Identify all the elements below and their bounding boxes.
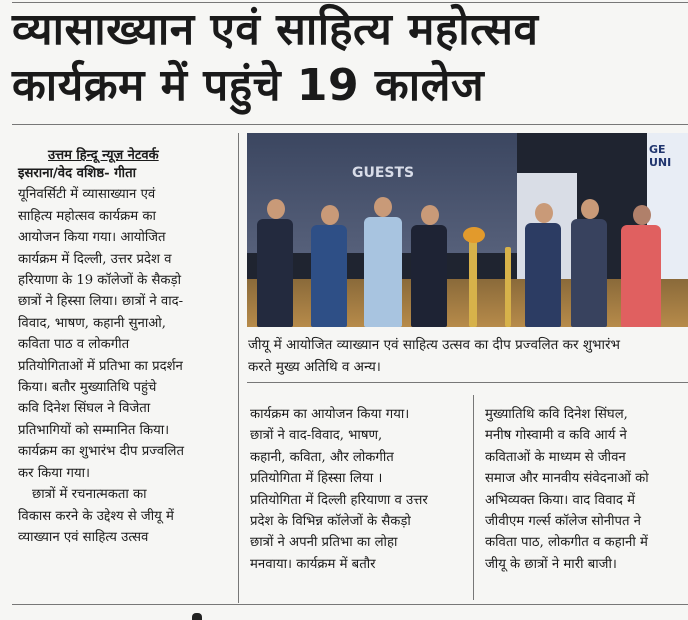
column-line: इसराना/वेद वशिष्ठ- गीता: [18, 166, 136, 181]
lamp-stand: [499, 227, 519, 327]
column-line: यूनिवर्सिटी में व्यासाख्यान एवं: [18, 187, 156, 203]
guest-figure: [309, 169, 349, 327]
event-photo: [247, 133, 688, 327]
guest-figure: [409, 171, 449, 327]
column-line: मनीष गोस्वामी व कवि आर्य ने: [485, 428, 627, 444]
column-line: कार्यक्रम में दिल्ली, उत्तर प्रदेश व: [18, 251, 172, 267]
column-line: हरियाणा के 19 कॉलेजों के सैकड़ो: [18, 273, 182, 289]
column-line: कविता पाठ, लोकगीत व कहानी में: [485, 535, 648, 551]
page-fragment: [192, 613, 202, 620]
column-line: प्रदेश के विभिन्न कॉलेजों के सैकड़ो: [250, 514, 411, 530]
column-line: जीयू के छात्रों ने मारी बाजी।: [485, 556, 617, 572]
column-line: किया। बतौर मुख्यातिथि पहुंचे: [18, 380, 157, 396]
column-line: प्रतियोगिता में हिस्सा लिया ।: [250, 471, 383, 487]
guest-figure: [362, 165, 404, 327]
column-line: समाज और मानवीय संवेदनाओं को: [485, 471, 649, 487]
column-divider-1: [238, 133, 239, 603]
headline-line-1: व्यासाख्यान एवं साहित्य महोत्सव: [12, 4, 539, 55]
column-line: कविता पाठ व लोकगीत: [18, 337, 130, 353]
top-rule: [12, 2, 688, 3]
article-column-2: [250, 404, 464, 575]
lamp-stand: [459, 207, 489, 327]
column-line: साहित्य महोत्सव कार्यक्रम का: [18, 208, 156, 224]
column-divider-2: [473, 395, 474, 600]
article-column-1: [18, 163, 230, 548]
guest-figure: [569, 167, 609, 327]
column-line: विकास करने के उद्देश्य से जीयू में: [18, 508, 174, 524]
column-line: छात्रों ने अपनी प्रतिभा का लोहा: [250, 535, 398, 551]
byline: उत्तम हिन्दू न्यूज़ नेटवर्क: [48, 148, 159, 163]
column-line: कार्यक्रम का शुभारंभ दीप प्रज्वलित: [18, 444, 184, 460]
banner-text: GE UNI: [649, 143, 672, 169]
column-line: छात्रों में रचनात्मकता का: [32, 487, 147, 503]
column-line: विवाद, भाषण, कहानी सुनाओ,: [18, 315, 166, 331]
column-line: कहानी, कविता, और लोकगीत: [250, 449, 394, 465]
column-line: व्याख्यान एवं साहित्य उत्सव: [18, 529, 149, 545]
column-line: आयोजन किया गया। आयोजित: [18, 230, 166, 246]
column-line: छात्रों ने वाद-विवाद, भाषण,: [250, 428, 383, 444]
caption-line-2: करते मुख्य अतिथि व अन्य।: [248, 359, 381, 375]
column-line: अभिव्यक्त किया। वाद विवाद में: [485, 492, 636, 508]
column-line: प्रतियोगिताओं में प्रतिभा का प्रदर्शन: [18, 358, 183, 374]
caption-divider: [247, 382, 688, 383]
screen-text: GUESTS: [352, 165, 415, 181]
column-line: मुख्यातिथि कवि दिनेश सिंघल,: [485, 407, 628, 422]
headline-divider: [12, 124, 688, 125]
column-line: कर किया गया।: [18, 465, 90, 481]
column-line: मनवाया। कार्यक्रम में बतौर: [250, 556, 376, 572]
guest-figure: [255, 167, 295, 327]
column-line: प्रतियोगिता में दिल्ली हरियाणा व उत्तर: [250, 492, 428, 508]
column-line: कविताओं के माध्यम से जीवन: [485, 449, 626, 465]
column-line: छात्रों ने हिस्सा लिया। छात्रों ने वाद-: [18, 294, 184, 310]
guest-figure: [523, 169, 563, 327]
article-column-3: [485, 404, 688, 575]
photo-caption: [248, 334, 688, 378]
column-line: प्रतिभागियों को सम्मानित किया।: [18, 422, 170, 438]
caption-line-1: जीयू में आयोजित व्याख्यान एवं साहित्य उत्सव का दीप प्रज्वलित कर शुभारंभ: [248, 337, 621, 353]
guest-figure: [619, 175, 663, 327]
column-line: कार्यक्रम का आयोजन किया गया।: [250, 407, 410, 422]
column-line: कवि दिनेश सिंघल ने विजेता: [18, 401, 151, 417]
headline-line-2: कार्यक्रम में पहुंचे 19 कालेज: [12, 60, 485, 111]
column-line: जीवीएम गर्ल्स कॉलेज सोनीपत ने: [485, 514, 641, 530]
bottom-rule: [12, 604, 688, 605]
